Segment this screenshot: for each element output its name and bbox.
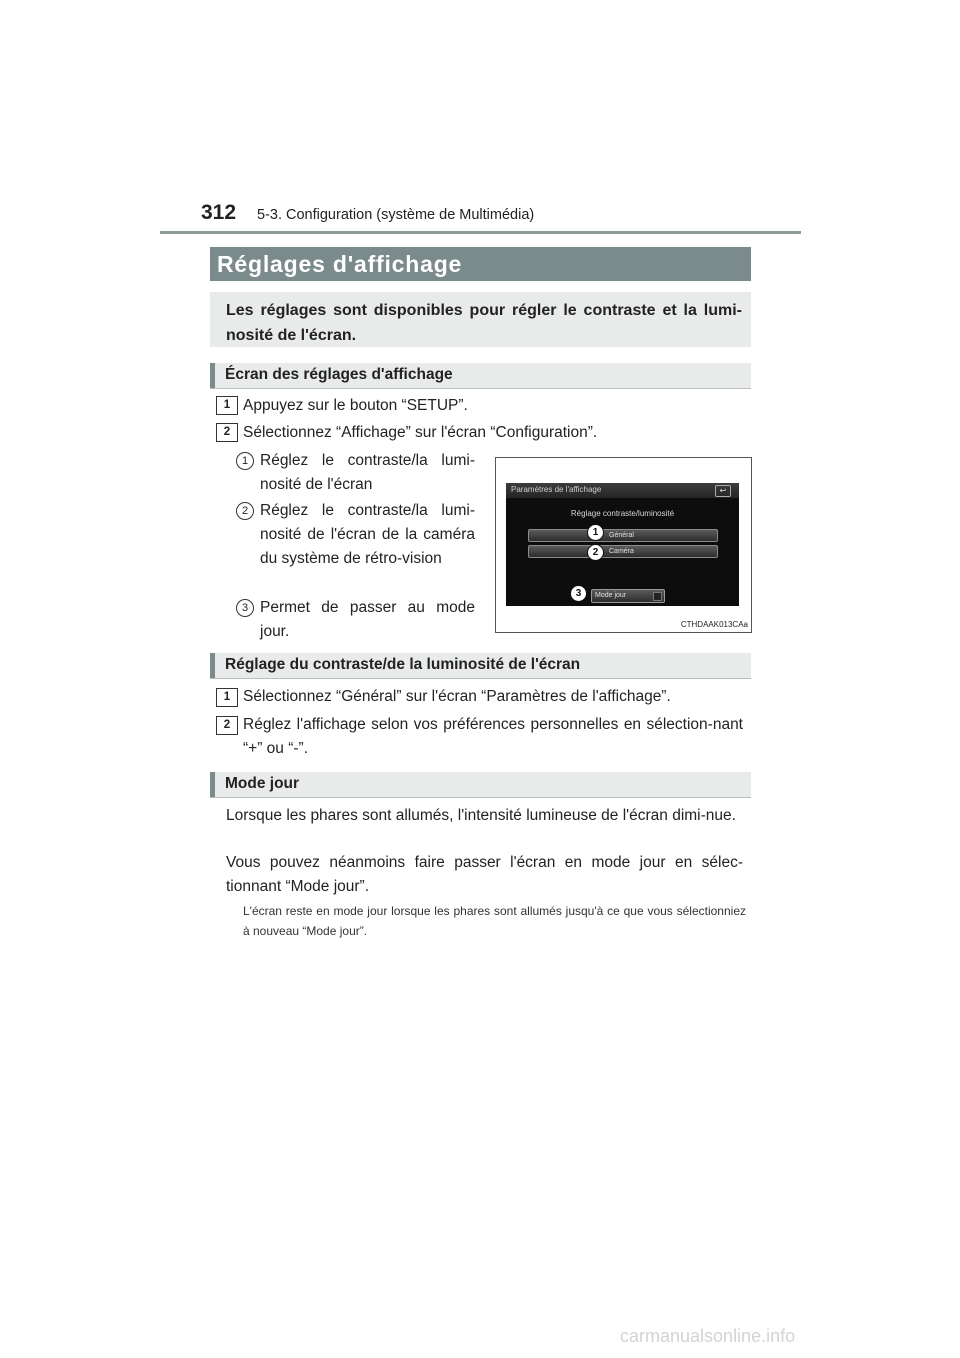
paragraph: Vous pouvez néanmoins faire passer l'écran en mode jour en sélec-tionnant “Mode jour”.	[226, 854, 743, 895]
step-text: Appuyez sur le bouton “SETUP”.	[243, 397, 468, 414]
item-text: Réglez le contraste/la lumi-nosité de l'écran	[260, 452, 475, 493]
back-icon: ↩	[715, 485, 731, 497]
screen-title: Paramètres de l'affichage	[511, 485, 602, 494]
step-text: Réglez l'affichage selon vos préférences personnelles en sélection-nant “+” ou “-”.	[243, 716, 743, 757]
callout-2: 2	[587, 544, 604, 561]
intro-text: Les réglages sont disponibles pour régler le contraste et la lumi-nosité de l'écran.	[226, 302, 742, 344]
header-divider	[160, 231, 801, 234]
page-number: 312	[201, 201, 237, 224]
callout-1: 1	[587, 524, 604, 541]
step-text: Sélectionnez “Général” sur l'écran “Paramètres de l'affichage”.	[243, 688, 671, 705]
item-text: Réglez le contraste/la lumi-nosité de l'écran de la caméra du système de rétro-vision	[260, 502, 475, 567]
step-number: 1	[216, 396, 238, 415]
breadcrumb: 5-3. Configuration (système de Multimédia)	[257, 207, 535, 223]
section-title: Réglage du contraste/de la luminosité de l'écran	[225, 656, 581, 673]
screen-subtitle: Réglage contraste/luminosité	[570, 509, 675, 518]
day-mode-button	[591, 589, 665, 603]
step-text: Sélectionnez “Affichage” sur l'écran “Configuration”.	[243, 424, 598, 441]
camera-label: Caméra	[609, 548, 634, 555]
section-marker	[210, 653, 215, 678]
section-header-contrast	[210, 653, 751, 679]
day-mode-label: Mode jour	[595, 592, 627, 599]
section-header-day-mode	[210, 772, 751, 798]
checkbox-icon	[653, 592, 662, 601]
section-header-display-screen	[210, 363, 751, 389]
general-button	[528, 529, 718, 542]
watermark: carmanualsonline.info	[620, 1326, 796, 1346]
figure-code: CTHDAAK013CAa	[680, 620, 748, 629]
camera-button	[528, 545, 718, 558]
screen-image	[506, 483, 739, 606]
section-title: Mode jour	[225, 775, 300, 792]
section-title: Écran des réglages d'affichage	[225, 366, 453, 383]
note: L'écran reste en mode jour lorsque les phares sont allumés jusqu'à ce que vous sélectionniez à nouveau “Mode jour”.	[243, 904, 746, 938]
circled-number: 2	[236, 502, 254, 520]
section-marker	[210, 363, 215, 388]
general-label: Général	[609, 532, 634, 539]
display-settings-figure	[495, 457, 752, 633]
circled-number: 3	[236, 599, 254, 617]
page-title: Réglages d'affichage	[217, 251, 463, 277]
item-text: Permet de passer au mode jour.	[260, 599, 475, 640]
circled-number: 1	[236, 452, 254, 470]
step-number: 1	[216, 688, 238, 707]
screen-header	[506, 483, 739, 498]
step-number: 2	[216, 423, 238, 442]
paragraph: Lorsque les phares sont allumés, l'intensité lumineuse de l'écran dimi-nue.	[226, 807, 736, 824]
section-marker	[210, 772, 215, 797]
step-number: 2	[216, 716, 238, 735]
callout-3: 3	[570, 585, 587, 602]
